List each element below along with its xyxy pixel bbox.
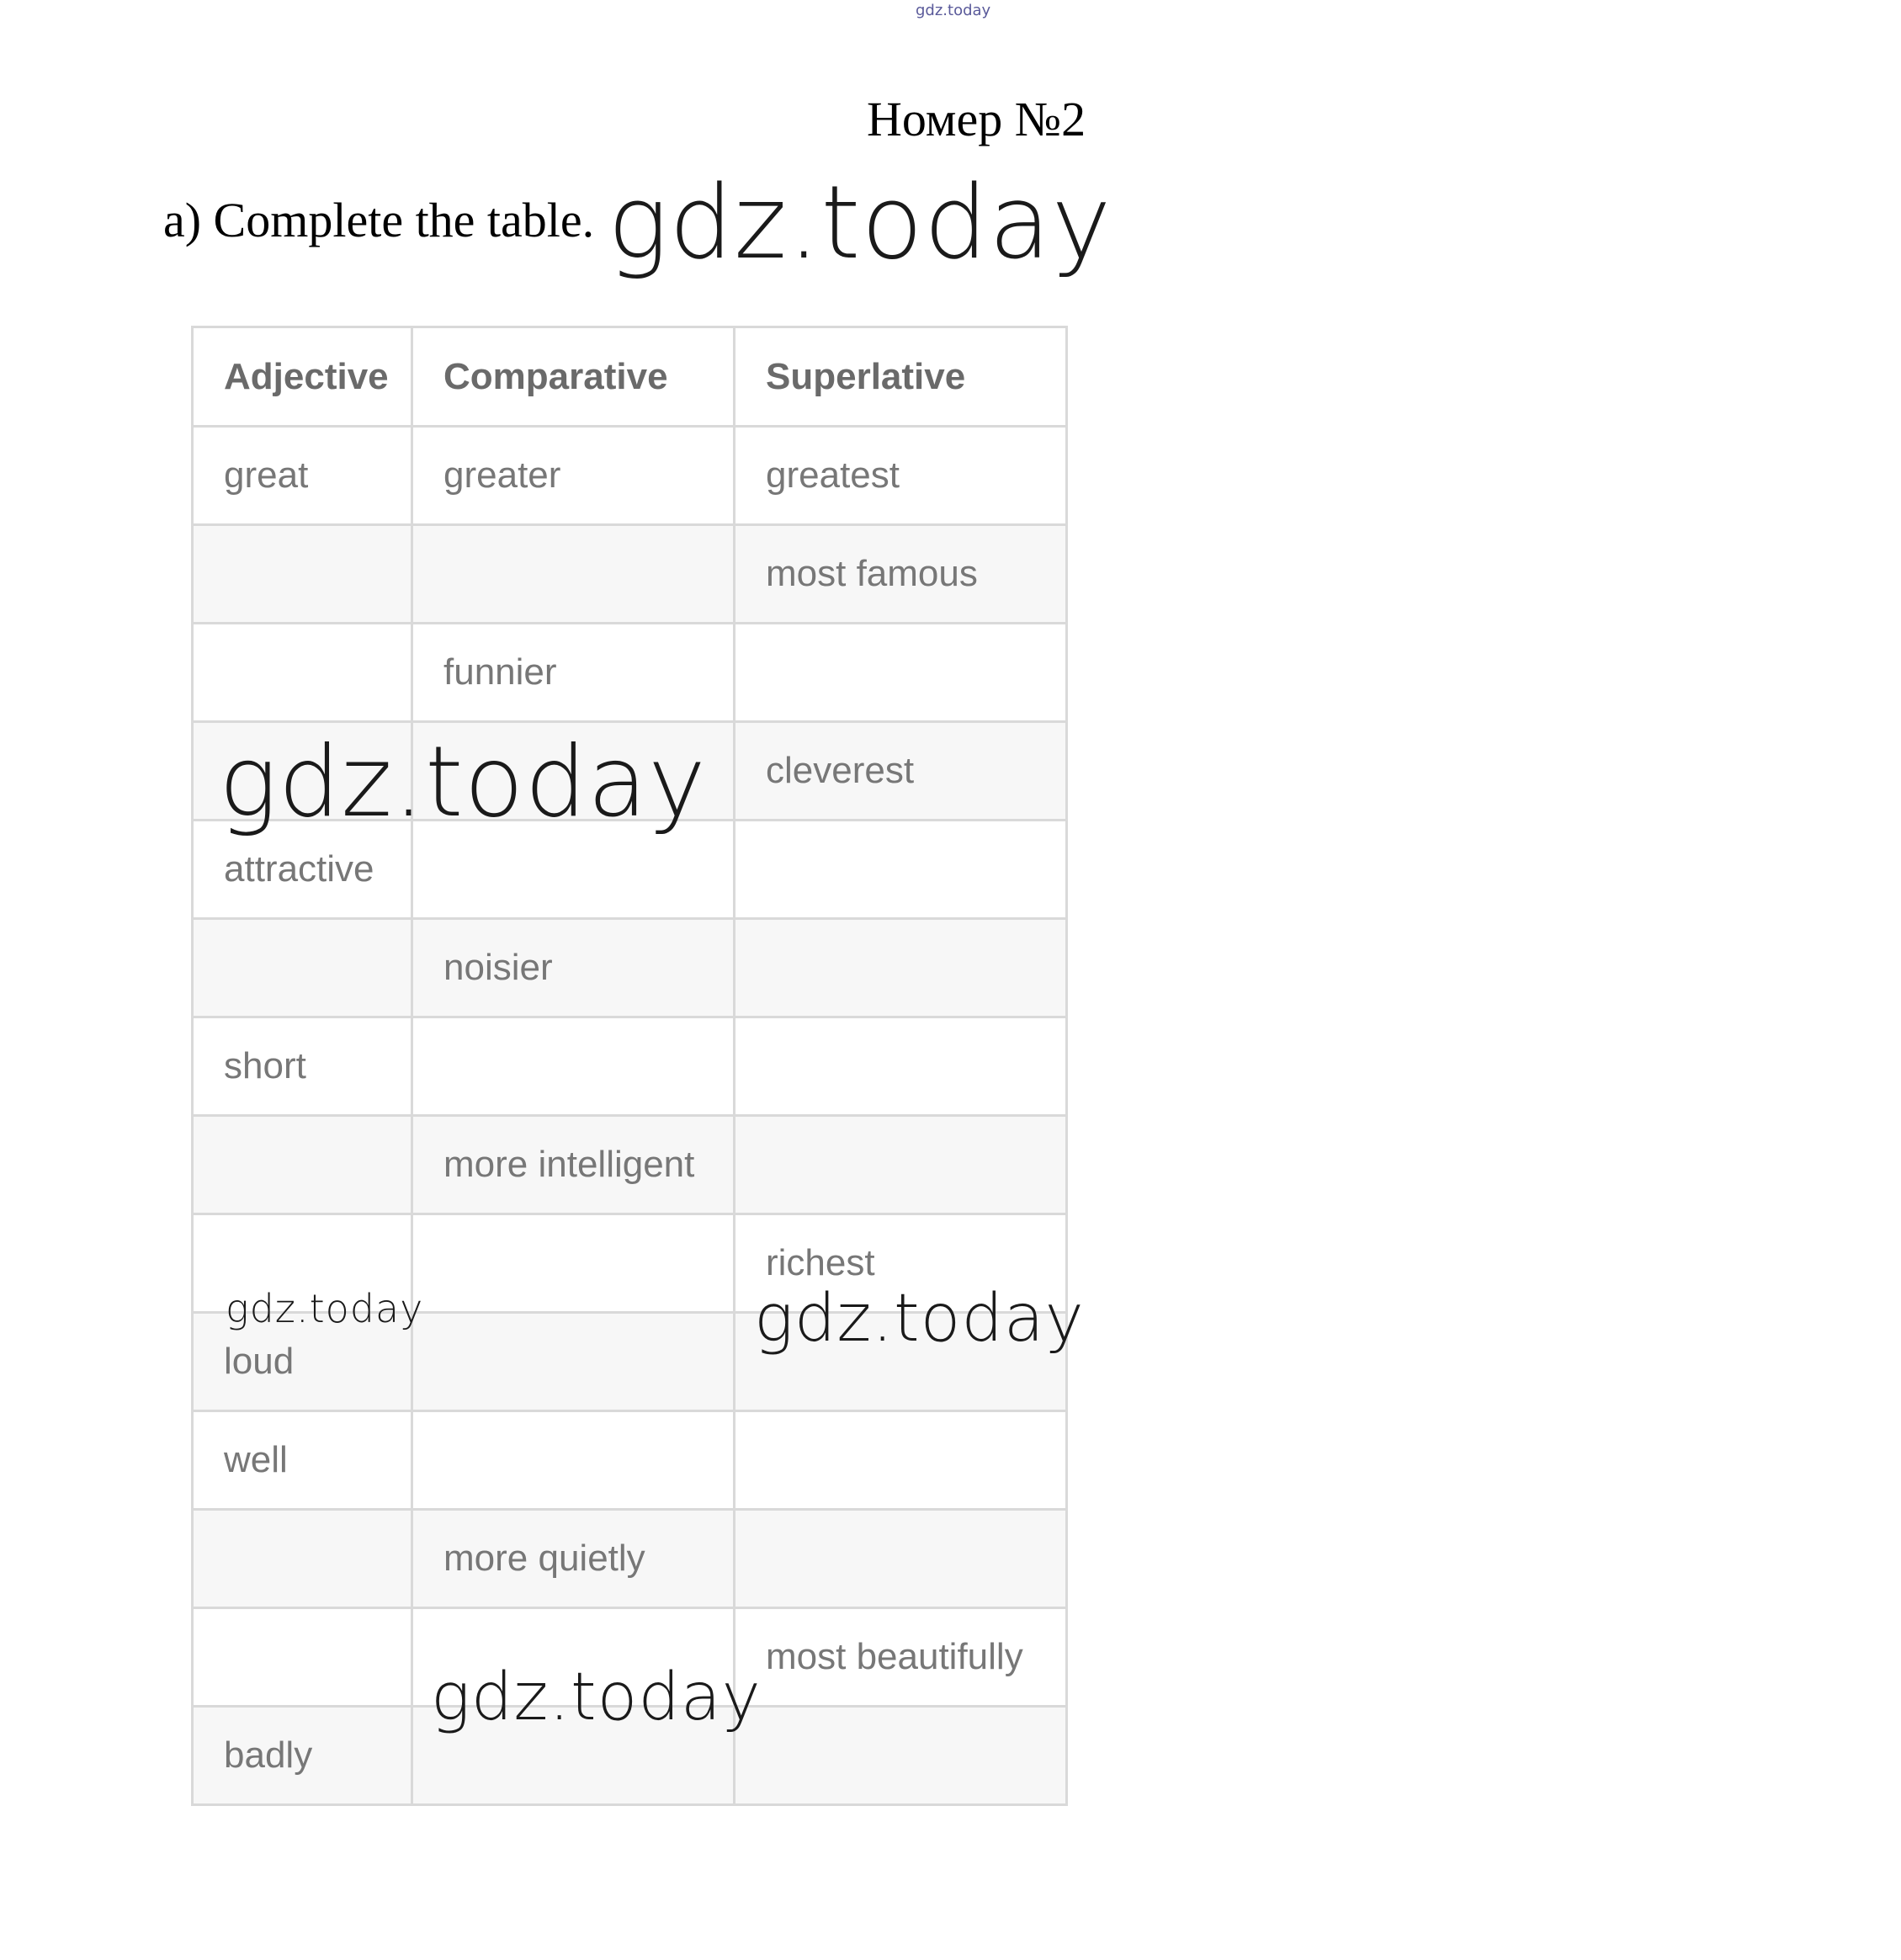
watermark-title: gdz.today bbox=[608, 165, 1112, 282]
watermark-table-large: gdz.today bbox=[219, 725, 707, 839]
superlative-cell bbox=[735, 1510, 1067, 1608]
adjective-cell bbox=[193, 919, 412, 1017]
comparative-cell bbox=[412, 1017, 735, 1116]
adjective-cell bbox=[193, 1608, 412, 1707]
comparative-cell bbox=[412, 1411, 735, 1510]
adjective-cell: short bbox=[193, 1017, 412, 1116]
comparison-table bbox=[191, 326, 1068, 1806]
table-header-row bbox=[193, 327, 1067, 427]
adjective-cell bbox=[193, 624, 412, 722]
table-row bbox=[193, 525, 1067, 624]
top-watermark: gdz.today bbox=[916, 2, 991, 19]
comparative-cell bbox=[412, 1313, 735, 1411]
table-row bbox=[193, 1510, 1067, 1608]
superlative-cell bbox=[735, 1017, 1067, 1116]
table-row bbox=[193, 624, 1067, 722]
superlative-cell: richest bbox=[735, 1214, 1067, 1313]
comparative-cell: more intelligent bbox=[412, 1116, 735, 1214]
instruction-text: a) Complete the table. bbox=[163, 193, 595, 247]
superlative-cell: cleverest bbox=[735, 722, 1067, 821]
adjective-cell bbox=[193, 525, 412, 624]
comparative-cell bbox=[412, 525, 735, 624]
comparative-cell: greater bbox=[412, 427, 735, 525]
adjective-cell bbox=[193, 1510, 412, 1608]
header-superlative: Superlative bbox=[735, 327, 1067, 427]
adjective-cell: attractive bbox=[193, 821, 412, 919]
comparative-cell: funnier bbox=[412, 624, 735, 722]
superlative-cell bbox=[735, 1116, 1067, 1214]
adjective-cell: badly bbox=[193, 1707, 412, 1805]
comparative-cell bbox=[412, 1214, 735, 1313]
task-number: Номер №2 bbox=[867, 92, 1086, 146]
comparative-cell: more quietly bbox=[412, 1510, 735, 1608]
watermark-table-right: gdz.today bbox=[754, 1281, 1085, 1357]
watermark-table-small: gdz.today bbox=[226, 1286, 424, 1331]
superlative-cell: most famous bbox=[735, 525, 1067, 624]
adjective-cell: well bbox=[193, 1411, 412, 1510]
superlative-cell bbox=[735, 821, 1067, 919]
superlative-cell bbox=[735, 919, 1067, 1017]
header-comparative: Comparative bbox=[412, 327, 735, 427]
table-row bbox=[193, 1017, 1067, 1116]
table-row bbox=[193, 1411, 1067, 1510]
adjective-cell: great bbox=[193, 427, 412, 525]
superlative-cell bbox=[735, 1411, 1067, 1510]
watermark-table-bottom: gdz.today bbox=[431, 1660, 762, 1735]
superlative-cell: greatest bbox=[735, 427, 1067, 525]
table-row bbox=[193, 919, 1067, 1017]
adjective-cell bbox=[193, 1116, 412, 1214]
superlative-cell bbox=[735, 1707, 1067, 1805]
table-row bbox=[193, 1116, 1067, 1214]
superlative-cell bbox=[735, 624, 1067, 722]
adjective-cell: loud bbox=[193, 1313, 412, 1411]
comparative-cell: noisier bbox=[412, 919, 735, 1017]
table-row bbox=[193, 427, 1067, 525]
header-adjective: Adjective bbox=[193, 327, 412, 427]
superlative-cell: most beautifully bbox=[735, 1608, 1067, 1707]
